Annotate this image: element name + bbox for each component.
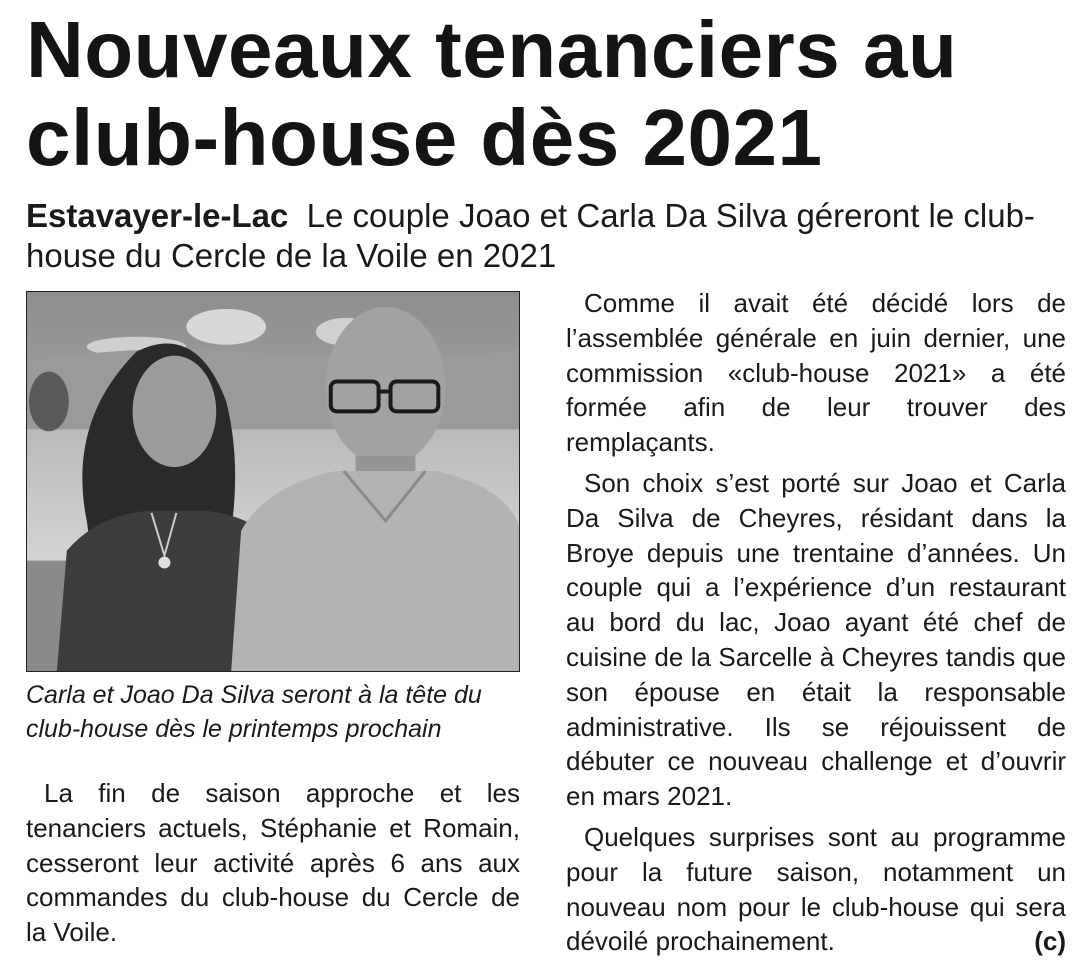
article-photo — [26, 291, 520, 672]
article-lead — [26, 196, 1066, 276]
article-column-left — [26, 776, 520, 950]
article-paragraph: Son choix s’est porté sur Joao et Carla Da Silva de Cheyres, résidant dans la Broye depuis une trentaine d’années. Un couple qui a l’expérience d’un restaurant au bord du lac, Joao ayant été chef de cuisine de la Sarcelle à Cheyres tandis que son épouse en était la responsable administrative. Ils se réjouissent de débuter ce nouveau challenge et d’ouvrir en mars 2021. — [566, 467, 1066, 812]
article-paragraph-last — [566, 820, 1066, 959]
couple-photo — [27, 292, 519, 671]
article-headline: Nouveaux tenanciers au club-house dès 2021 — [26, 5, 958, 182]
author-signature: (c) — [1034, 926, 1066, 957]
article-paragraph: Comme il avait été décidé lors de l’assemblée générale en juin dernier, une commission «club-house 2021» a été formée afin de leur trouver des remplaçants. — [566, 288, 1066, 458]
photo-caption: Carla et Joao Da Silva seront à la tête du club-house dès le printemps prochain — [26, 681, 482, 743]
article-paragraph: La fin de saison approche et les tenanciers actuels, Stéphanie et Romain, cesseront leur activité après 6 ans aux commandes du club-house du Cercle de la Voile. — [26, 778, 520, 948]
lead-text: Le couple Joao et Carla Da Silva géreront le club-house du Cercle de la Voile en 2021 — [26, 197, 1035, 274]
article-column-right — [566, 286, 1066, 959]
article-paragraph-text: Quelques surprises sont au programme pour la future saison, notamment un nouveau nom pour le club-house qui sera dévoilé prochainement. — [566, 821, 1066, 957]
lead-place: Estavayer-le-Lac — [26, 197, 289, 234]
